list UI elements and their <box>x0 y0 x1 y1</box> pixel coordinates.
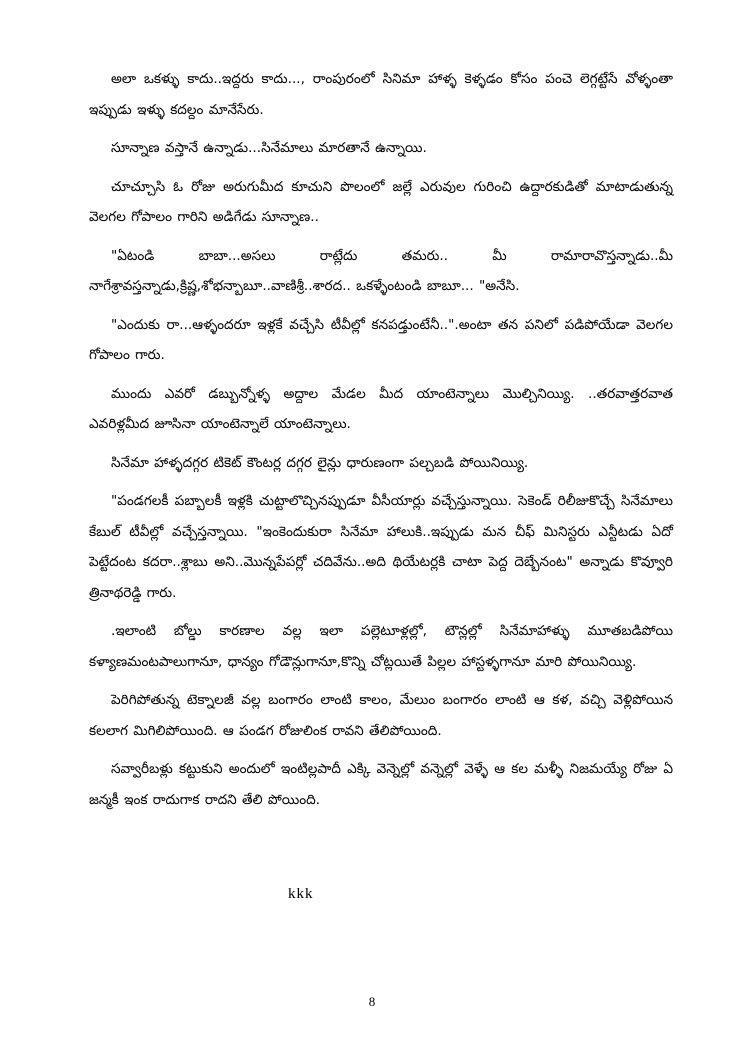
paragraph-2: సూన్నాణ వస్తానే ఉన్నాడు...సినేమాలు మారతానే ఉన్నాయి. <box>111 140 427 156</box>
paragraph-8: "పండగలకీ పబ్బాలకీ ఇళ్లకి చుట్టాలొచ్చినప్పుడూ వీసీయార్లు వచ్చేస్తున్నాయి. సెకెండ్ రిలీజుకొచ్చే సినేమాలు కేబుల్ టీవీల్లో వచ్చేస్తన్నాయి. "ఇంకెందుకురా సినేమా హాలుకి..ఇప్పుడు మన చీఫ్ మినిస్టరు ఎన్టీటడు ఏదో పెట్టేదంట కదరా..శ్లాబు అని..మొన్నపేపర్లో చదివేను..అది థియేటర్లకి చాటా పెద్ద దెబ్బేనంట" అన్నాడు కొవ్వూరి త్రినాథరెడ్డి గారు. <box>89 493 673 601</box>
paragraph-7: సినేమా హాళ్ళదగ్గర టికెట్ కౌంటర్ల దగ్గర లైన్లు ధారుణంగా పల్చబడి పోయినియ్యి. <box>111 454 529 471</box>
paragraph-1: అలా ఒకళ్ళు కాదు..ఇద్దరు కాదు..., రాంపురంలో సినిమా హాళ్ళ కెళ్ళడం కోసం పంచె లెగ్గట్టేసే వోళ్ళంతా ఇప్పుడు ఇళ్ళు కదల్దం మానేసేరు. <box>89 71 673 118</box>
author-signature: kkk <box>288 886 314 902</box>
page-number: 8 <box>368 994 376 1009</box>
paragraph-6: ముందు ఎవరో డబ్బున్నోళ్ళ అద్దాల మేడల మీద యాంటెన్నాలు మొల్చినియ్యి. ..తరవాత్తరవాత ఎవరిళ్లమీద జూసినా యాంటెన్నాలే యాంటెన్నాలు. <box>89 385 673 432</box>
paragraph-4: "ఏటండి బాబా...అసలు రాట్లేదు తమరు.. మీ రామారావొస్తన్నాడు..మీ నాగేశ్రావస్తన్నాడు,క్రిష్ణ,శోభన్బాబూ..వాణిశ్రీ..శారద.. ఒకళ్ళేంటండి బాబూ... "అనేసి. <box>89 247 673 294</box>
paragraph-5: "ఎందుకు రా...ఆళ్ళందరూ ఇళ్లకే వచ్చేసి టీవీల్లో కనపడ్తుంటేనీ..".అంటా తన పనిలో పడిపోయేడా వెలగల గోపాలం గారు. <box>89 316 673 363</box>
paragraph-10: పెరిగిపోతున్న టెక్నాలజీ వల్ల బంగారం లాంటి కాలం, మేలుం బంగారం లాంటి ఆ కళ, వచ్చి వెళ్లిపోయిన కలలాగ మిగిలిపోయింది. ఆ పండగ రోజులింక రావని తేలిపోయింది. <box>89 692 673 739</box>
story-text <box>89 64 673 823</box>
paragraph-11: సవ్వారీబళ్లు కట్టుకుని అందులో ఇంటిల్లపాదీ ఎక్కి వెన్నెల్లో వన్నెల్లో వెళ్ళే ఆ కల మళ్ళీ నిజమయ్యే రోజు ఏ జన్మకీ ఇంక రాదుగాక రాదని తేలి పోయింది. <box>89 761 673 808</box>
paragraph-3: చూచ్చూసి ఓ రోజు అరుగుమీద కూచుని పొలంలో జల్లే ఎరువుల గురించి ఉద్దారకుడితో మాటాడుతున్న వెలగల గోపాలం గారిని అడిగేడు సూన్నాణ.. <box>89 178 673 225</box>
paragraph-9: .ఇలాంటి బోల్డు కారణాల వల్ల ఇలా పల్లెటూళ్లల్లో, టౌన్లల్లో సినేమాహాళ్ళు మూతబడిపోయి కళ్యాణమంటపాలుగానూ, ధాన్యం గోడౌన్లుగానూ,కొన్ని చోట్లయితే పిల్లల హాస్టళ్ళగానూ మారి పోయినియ్యి. <box>89 623 673 670</box>
